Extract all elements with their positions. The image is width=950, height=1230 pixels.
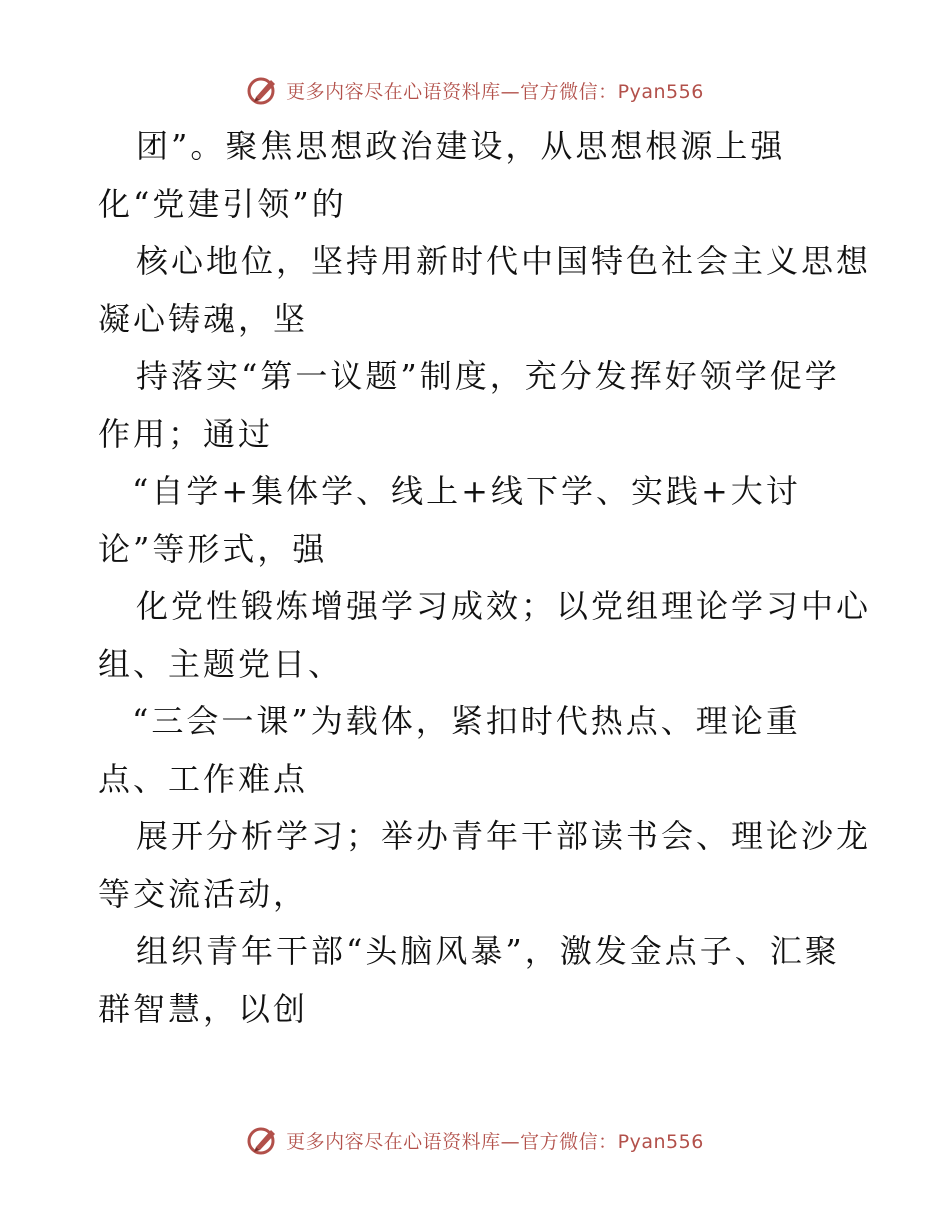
header-banner-text: 更多内容尽在心语资料库—官方微信：Pyan556 [286,80,704,103]
text-line: 持落实“第一议题”制度，充分发挥好领学促学 [136,357,840,395]
text-line: 点、工作难点 [98,759,309,798]
text-line: 展开分析学习；举办青年干部读书会、理论沙龙 [136,817,872,855]
text-line: 凝心铸魂，坚 [98,299,309,338]
text-line: 等交流活动， [98,874,309,913]
pen-nib-circle-icon [246,1123,280,1157]
text-line: 论”等形式，强 [98,529,328,568]
text-line: “三会一课”为载体，紧扣时代热点、理论重 [132,702,801,740]
header-banner [0,70,950,110]
text-line: “自学+集体学、线上+线下学、实践+大讨 [132,472,801,510]
text-line: 组、主题党日、 [98,644,344,683]
footer-banner [0,1120,950,1160]
document-body [98,118,872,1038]
text-line: 化“党建引领”的 [98,184,347,223]
pen-nib-circle-icon [246,73,280,107]
text-line: 作用；通过 [98,414,274,453]
text-line: 群智慧，以创 [98,989,309,1028]
text-line: 组织青年干部“头脑风暴”，激发金点子、汇聚 [136,932,840,970]
text-line: 团”。聚焦思想政治建设，从思想根源上强 [136,127,786,165]
text-line: 化党性锻炼增强学习成效；以党组理论学习中心 [136,587,872,625]
footer-banner-text: 更多内容尽在心语资料库—官方微信：Pyan556 [286,1130,704,1153]
text-line: 核心地位，坚持用新时代中国特色社会主义思想 [136,242,872,280]
